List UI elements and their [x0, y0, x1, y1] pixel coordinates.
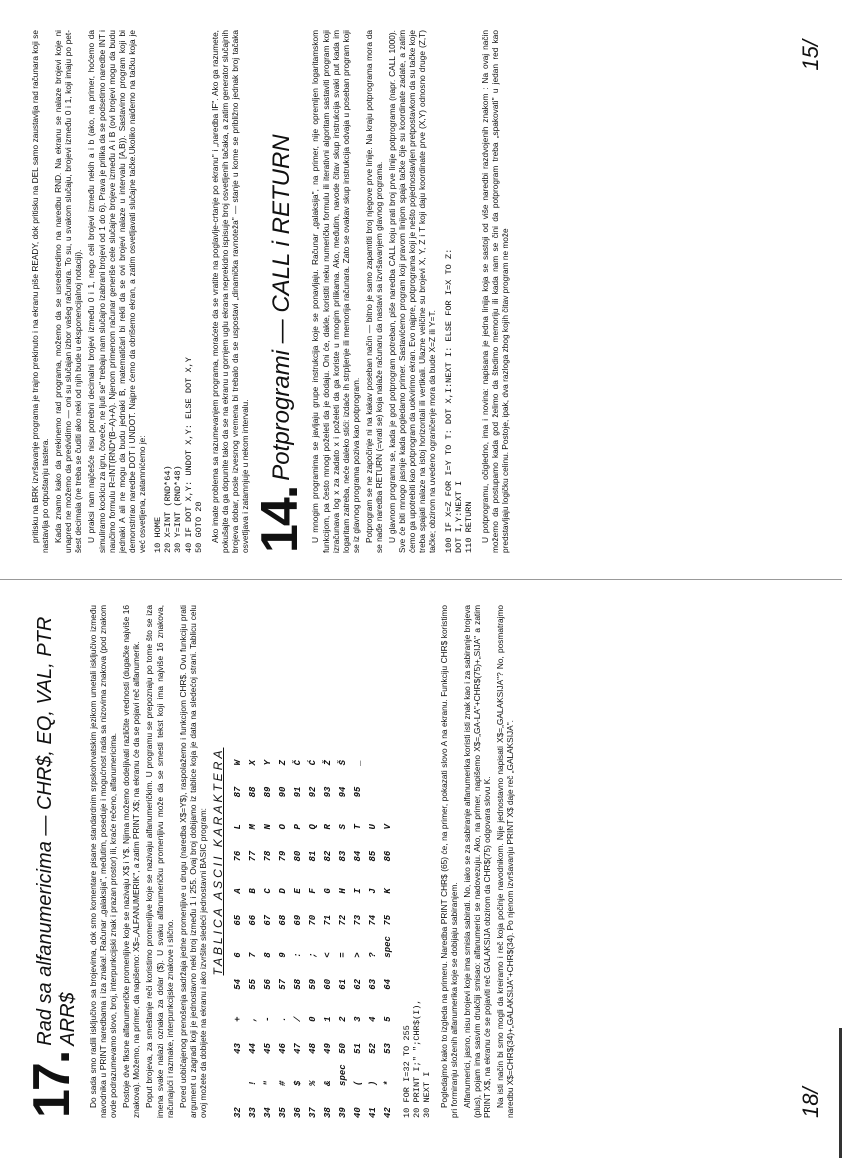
ascii-code: 47: [293, 1043, 304, 1054]
ascii-code: 65: [233, 914, 244, 926]
ascii-code: [381, 701, 396, 733]
ascii-char: ): [368, 1080, 379, 1086]
ascii-code: [246, 637, 261, 669]
ascii-table-row: [306, 605, 321, 1118]
ascii-code: 33: [248, 1107, 259, 1118]
ascii-code: 80: [293, 850, 304, 862]
ascii-char: M: [248, 824, 259, 830]
ascii-code: 79: [278, 850, 289, 862]
code-line: 20 PRINT I;" ";CHR$(I),: [412, 999, 423, 1118]
paragraph: pritisku na BRK izvršavanje programa je trajno prekinuto i na ekranu piše READY, dok pritisku na DEL samo zaustavlja rad računara koji se nastavlja po otpuštanju tastera.: [30, 30, 51, 553]
ascii-code: 85: [368, 850, 379, 862]
chapter-heading: [251, 30, 310, 553]
code-line: 20 X=INT (RND*64): [163, 465, 174, 553]
ascii-code: 78: [263, 850, 274, 862]
ascii-code: 68: [278, 914, 289, 926]
ascii-code: 61: [338, 978, 349, 990]
paragraph: Do sada smo radili isključivo sa brojevima, dok smo komentare pisane standardnim srpskohrvatskim jezikom umetali isključivo između navodnika u PRINT naredbama i iza znaka!. Računar „galaksija", međutim, poseduje i mogućnost rada sa nizovima znakova (pod znakom ovde podrazumevamo slovo, broj, interpunkcijski znak i prazan prostor) ili, kraće rečeno, alfanumericima.: [88, 605, 119, 1118]
ascii-char: $: [293, 1080, 304, 1086]
ascii-char: Č: [293, 759, 304, 766]
ascii-char: 5: [383, 1016, 394, 1022]
paragraph: Kada znamo kako da prekinemo rad programa, možemo da se usredsredimo na naredbu RND. Na ekranu se nalaze brojevi koje ni unapred ne možemo da predvidimo — oni su slučajan izbor vašeg računara. To su, u svakom slučaju, brojevi između 0 i 1, koji imaju po pet-šest decimala (ne treba se čuditi ako neki od njih bude u eksponencijalnoj notaciji).: [53, 30, 84, 553]
ascii-code: 87: [233, 786, 244, 798]
ascii-char: spec: [338, 1064, 349, 1086]
ascii-code: [231, 637, 246, 669]
ascii-table-row: [291, 605, 306, 1118]
ascii-table-row: [381, 605, 396, 1118]
ascii-code: 76: [233, 850, 244, 862]
ascii-char: ,: [248, 1016, 259, 1022]
ascii-code: [276, 637, 291, 669]
ascii-code: 55: [248, 978, 259, 990]
ascii-char: [306, 605, 321, 637]
ascii-code: 77: [248, 850, 259, 862]
ascii-char: 9: [278, 952, 289, 958]
ascii-char: V: [383, 824, 394, 830]
ascii-char: [321, 605, 336, 637]
ascii-code: 88: [248, 786, 259, 798]
ascii-code: 35: [278, 1107, 289, 1118]
ascii-code: 37: [308, 1107, 319, 1118]
ascii-char: [261, 669, 276, 701]
ascii-char: R: [323, 824, 334, 830]
ascii-code: [306, 701, 321, 733]
paragraph: Postoje dve fiksne alfanumeričke promenljive koje se nazivaju X$ i Y$. Njima možemo dodeljivati različite vrednosti (dugačke najviše 16 znakova). Možemo, na primer, da napišemo: X$=„ALFANUMERIK", a zatim PRINT X$; na ekranu će da se pojavi reč alfanumerik.: [121, 605, 142, 1118]
ascii-code: 83: [338, 850, 349, 862]
ascii-char: #: [278, 1080, 289, 1086]
ascii-char: D: [278, 888, 289, 894]
ascii-char: [246, 669, 261, 701]
ascii-code: 60: [323, 978, 334, 990]
ascii-char: (: [353, 1080, 364, 1086]
page-number: 15/: [798, 40, 823, 71]
ascii-char: Š: [338, 759, 349, 766]
ascii-char: O: [278, 824, 289, 830]
chapter-number: 17.: [23, 1051, 81, 1118]
ascii-char: G: [323, 888, 334, 894]
ascii-char: Q: [308, 824, 319, 830]
ascii-char: N: [263, 824, 274, 830]
ascii-char: !: [248, 1080, 259, 1086]
code-line: DOT I,Y:NEXT I: [453, 480, 464, 553]
ascii-char: *: [383, 1080, 394, 1086]
ascii-char: [321, 669, 336, 701]
ascii-char: -: [263, 1016, 274, 1022]
ascii-char: >: [353, 952, 364, 958]
ascii-char: [366, 669, 381, 701]
code-line: 10 FOR I=32 TO 255: [402, 1025, 413, 1118]
ascii-char: spec: [383, 936, 394, 958]
ascii-code: 71: [323, 914, 334, 926]
ascii-code: 46: [278, 1043, 289, 1054]
ascii-char: 0: [308, 1016, 319, 1022]
ascii-code: 51: [353, 1043, 364, 1054]
ascii-char: I: [353, 888, 364, 894]
ascii-char: /: [293, 1016, 304, 1022]
ascii-code: [366, 701, 381, 733]
left-page: [0, 579, 842, 1158]
ascii-char: Z: [278, 759, 289, 766]
ascii-table-row: [276, 605, 291, 1118]
ascii-char: [366, 733, 381, 765]
ascii-code: 39: [338, 1107, 349, 1118]
ascii-code: [291, 701, 306, 733]
ascii-char: 4: [368, 1016, 379, 1022]
code-line: 100 IF X=Z FOR I=Y TO T: DOT X,I:NEXT I: ELSE FOR I=X TO Z:: [443, 248, 454, 553]
ascii-code: 36: [293, 1107, 304, 1118]
chapter-number: 14.: [251, 486, 310, 553]
chapter-title: Rad sa alfanumericima — CHR$, EQ, VAL, PTR ARR$: [34, 616, 79, 1046]
ascii-char: U: [368, 824, 379, 830]
ascii-code: 49: [323, 1043, 334, 1054]
ascii-table-row: [246, 605, 261, 1118]
ascii-code: 95: [353, 786, 364, 798]
paragraph: Ako imate problema sa razumevanjem programa, moraćete da se vratite na poglavlje-crtanje po ekranu" i „naredba IF". Ako ga razumete, pokušajte da ga dopunite tako da se na ekranu u gornjem uglu ekrana neprekidno ispisuje broj osvetljenih tačaka, a zatim generator slučajnih brojeva dobar, posle izvesnog vremena bi trebalo da se uspostavi „dinamička ravnoteža" — stanje u kome se približno jednak broj tačaka osvetljava i zatamnjuje u nekom intervalu.: [210, 30, 251, 553]
chapter-heading: [23, 605, 81, 1118]
ascii-code: 73: [353, 914, 364, 926]
ascii-code: 67: [263, 914, 274, 926]
paragraph: Na isti način bi smo mogli da kreiramo i reč koja počinje navodnikom. Nije jednostavno napisati X$=„GALAKSIJA"? No, posmatrajmo naredbu X$=CHR$(34)+„GALAKSIJA"+CHR$(34). Po njenom izvršavanju PRINT X$ daje reč „GALAKSIJA".: [495, 605, 516, 1118]
ascii-code: [381, 765, 396, 797]
code-line: 30 NEXT I: [422, 1071, 433, 1118]
ascii-char: 7: [248, 952, 259, 958]
ascii-char: %: [308, 1080, 319, 1086]
ascii-char: ?: [368, 952, 379, 958]
code-line: 50 GOTO 20: [193, 501, 204, 553]
paragraph: U potprogramu, očigledno, ima i novina: napisana je jedna linija koja se sastoji od više naredbi razdvojenih znakom : Na ovaj način možemo da postupamo kada god želimo da štedimo memoriju ili kada nam se čini da potprogram treba „spakovati" u jedan red kao predstavljaju logičku celinu. Postoje, ipak, dva razloga zbog kojih čitav program ne može: [480, 30, 511, 553]
ascii-char: C: [263, 888, 274, 894]
paragraph: Alfanumerici, jasno, nisu brojevi koje ima smisla sabirati. No, iako se za sabiranje alfanumerika koristi isti znak kao i za sabiranje brojeva (plus), pojam ima sasvim drukčiji smisao: alfanumerici se nadovezuju. Ako, na primer, napišemo X$=„GA-LA"+CHR$(75)+„SIJA" a zatim PRINT X$, na ekranu će se pojaviti reč GALAKSIJA obzirom da CHR$(75) odgovara slovu K.: [461, 605, 493, 1118]
ascii-char: [276, 669, 291, 701]
ascii-char: X: [248, 759, 259, 766]
ascii-char: [291, 605, 306, 637]
ascii-code: 91: [293, 786, 304, 798]
ascii-char: H: [338, 888, 349, 894]
ascii-code: [366, 637, 381, 669]
ascii-char: [231, 605, 246, 637]
ascii-code: 34: [263, 1107, 274, 1118]
ascii-char: [351, 605, 366, 637]
ascii-code: [261, 701, 276, 733]
paragraph: U glavnom programu se, kada je god potprogram potreban, piše naredba CALL koju prati broj prve linije potprograma (napr. CALL 1000). Sve će biti mnogo jasnije kada pogledamo primer. Sastavićemo program koji pravom linijom spaja tačke čije su koordinate zadate, a zatim ćemo ga upotrebiti kao potprogram da uokvirimo ekran. Evo najpre, potprograma koji je nešto pojednostavljen pretpostavkom da su tačke koje treba spajati nalaze na istoj horizontali ili vertikali. Ulazne veličine su brojevi X, Y, Z i T koji daju koordinate prve (X,Y) odnosno druge (Z,T) tačke; obzirom na uvedeno ograničenje mora da bude X=Z ili Y=T.: [387, 30, 438, 553]
ascii-code: [291, 637, 306, 669]
ascii-char: [261, 605, 276, 637]
paragraph: Pogledajmo kako to izgleda na primeru. Naredba PRINT CHR$ (65) će, na primer, pokazati slovo A na ekranu. Funkciju CHR$ koristimo pri formiranju složenih alfanumerika koje se dobijaju sabiranjem.: [438, 605, 459, 1118]
ascii-char: 1: [323, 1016, 334, 1022]
ascii-code: 64: [383, 978, 394, 990]
ascii-char: [291, 669, 306, 701]
ascii-table-title: TABLICA ASCII KARAKTERA: [211, 747, 226, 976]
paragraph: Poput brojeva, za smeštanje reči koristimo promenljive koje se nazivaju alfanumeričkim. U programu se prepoznaju po tome što se iza imena svake nalazi oznaka za dolar ($). U svaku alfanumeričku promenljivu može da se smesti tekst koji ima najviše 16 znakova, računajući i razmake, interpunkcijske znakove i slično.: [144, 605, 175, 1118]
ascii-code: 59: [308, 978, 319, 990]
ascii-char: Ć: [308, 759, 319, 766]
ascii-code: 52: [368, 1043, 379, 1054]
ascii-char: F: [308, 888, 319, 894]
ascii-code: 40: [353, 1107, 364, 1118]
ascii-code: [321, 701, 336, 733]
ascii-char: A: [233, 888, 244, 894]
code-listing: [444, 30, 475, 553]
ascii-char: ;: [308, 952, 319, 958]
ascii-char: <: [323, 952, 334, 958]
ascii-code: [381, 637, 396, 669]
ascii-char: P: [293, 824, 304, 830]
ascii-char: 8: [263, 952, 274, 958]
ascii-char: Y: [263, 759, 274, 766]
ascii-char: [306, 669, 321, 701]
paragraph: U praksi nam najčešće nisu potrebni decimalni brojevi između 0 i 1, nego celi brojevi između nekih a i b (ako, na primer, hoćemo da simuliramo kockicu za igru, čoveče, ne ljuti se" trebaju nam slučajno izabrani brojevi od 1 do 6). Prava je prilika da se podsetimo naredbe INT i naučimo formulu R=INT(RND*(B−A)+A). Njenom primenom računar generiše cele slučajne brojeve između A i B (ovi brojevi mogu da budu jednaki A ali ne mogu da budu jednaki B, matematičari bi rekli da se ovi brojevi nalaze u intervalu [A,B)). Sastavimo program koji bi demonstrirao naredbe DOT i UNDOT. Najpre ćemo da obrišemo ekran, a zatim osvetljavati slučajne tačke.Ukoliko naiđemo na tačku koja je već osvetljena, zatamnićemo je:: [86, 30, 147, 553]
ascii-char: +: [233, 1016, 244, 1022]
ascii-code: 81: [308, 850, 319, 862]
ascii-code: 48: [308, 1043, 319, 1054]
ascii-code: 57: [278, 978, 289, 990]
ascii-char: J: [368, 888, 379, 894]
ascii-code: 72: [338, 914, 349, 926]
code-line: 110 RETURN: [463, 501, 474, 553]
ascii-code: [246, 701, 261, 733]
ascii-char: ": [263, 1080, 274, 1086]
ascii-code: 86: [383, 850, 394, 862]
ascii-code: 44: [248, 1043, 259, 1054]
ascii-code: 75: [383, 914, 394, 926]
paragraph: Pored uobičajenog prenošenja sadržaja jedne promenljive u drugu (naredba X$=Y$), raspolažemo i funkcijom CHR$. Ovu funkciju prati argument u zagradi koji je jednostavno neki broj između 1 i 255. Ovaj broj dobijamo iz tablice koja je data na sledećoj strani. Tablicu celu ovoj možete da dobijete na ekranu i ako izvršite sledeći jednostavni BASIC program:: [177, 605, 208, 1118]
code-line: 10 HOME: [153, 516, 164, 553]
ascii-table-row: [321, 605, 336, 1118]
page-gutter: [0, 579, 842, 580]
ascii-code: 94: [338, 786, 349, 798]
ascii-char: &: [323, 1080, 334, 1086]
ascii-table-row: [351, 605, 366, 1118]
ascii-char: T: [353, 824, 364, 830]
ascii-code: 92: [308, 786, 319, 798]
ascii-char: [231, 669, 246, 701]
code-listing: [153, 30, 204, 553]
ascii-char: K: [383, 888, 394, 894]
ascii-char: Ž: [323, 759, 334, 766]
ascii-code: [261, 637, 276, 669]
ascii-char: [366, 605, 381, 637]
ascii-table: [231, 605, 396, 1118]
ascii-code: 41: [368, 1107, 379, 1118]
code-line: 30 Y=INT (RND*48): [173, 465, 184, 553]
ascii-code: [336, 701, 351, 733]
ascii-code: 74: [368, 914, 379, 926]
ascii-code: [231, 701, 246, 733]
ascii-char: W: [233, 759, 244, 766]
code-line: 40 IF DOT X,Y: UNDOT X,Y: ELSE DOT X,Y: [183, 357, 194, 553]
ascii-code: [276, 701, 291, 733]
ascii-code: 90: [278, 786, 289, 798]
ascii-char: B: [248, 888, 259, 894]
ascii-char: [231, 1054, 246, 1086]
ascii-char: [276, 605, 291, 637]
ascii-char: :: [293, 952, 304, 958]
code-listing: [402, 605, 433, 1118]
ascii-char: [246, 605, 261, 637]
ascii-code: 53: [383, 1043, 394, 1054]
ascii-code: 50: [338, 1043, 349, 1054]
ascii-code: 58: [293, 978, 304, 990]
ascii-code: 63: [368, 978, 379, 990]
ascii-table-row: [336, 605, 351, 1118]
ascii-code: 89: [263, 786, 274, 798]
ascii-char: [351, 669, 366, 701]
ascii-code: 93: [323, 786, 334, 798]
ascii-code: 66: [248, 914, 259, 926]
ascii-table-row: [231, 605, 246, 1118]
ascii-code: 32: [233, 1107, 244, 1118]
ascii-code: 62: [353, 978, 364, 990]
page-number: 18/: [798, 1087, 823, 1118]
ascii-char: S: [338, 824, 349, 830]
ascii-code: 82: [323, 850, 334, 862]
ascii-char: .: [278, 1016, 289, 1022]
ascii-code: [321, 637, 336, 669]
ascii-code: 42: [383, 1107, 394, 1118]
paragraph: Potprogram se ne započinje ni na kakav poseban način — bitno je samo zapamtiti broj njegove prve linije. Na kraju potprograma mora da se nađe naredba RETURN (=vrati se) koja nalaže računaru da nastavi sa izvršavanjem glavnog programa.: [363, 30, 384, 553]
ascii-code: [351, 637, 366, 669]
ascii-table-row: [366, 605, 381, 1118]
ascii-code: 70: [308, 914, 319, 926]
ascii-code: 69: [293, 914, 304, 926]
ascii-char: 3: [353, 1016, 364, 1022]
ascii-code: [336, 637, 351, 669]
ascii-code: [351, 701, 366, 733]
ascii-char: [381, 733, 396, 765]
ascii-code: 38: [323, 1107, 334, 1118]
ascii-char: _: [353, 759, 364, 766]
ascii-code: [366, 765, 381, 797]
ascii-char: [381, 669, 396, 701]
ascii-char: L: [233, 824, 244, 830]
ascii-char: [336, 669, 351, 701]
ascii-char: E: [293, 888, 304, 894]
ascii-code: 54: [233, 978, 244, 990]
paragraph: U mnogim programima se javljaju grupe instrukcija koje se ponavljaju. Računar „galaksija", na primer, nije opremljen logaritamskom funkcijom, pa često mnogi poželeti da je dodaju. Oni će, dakle, koristiti neku numeričku formulu ili iterativni algoritam sastaviti program koji izračunava log x za zadato x i poželeti da ga koriste u mnogim prilikama. Ako, međutim, navode čitav skup instrukcija svaki put kada im logaritam zatreba, neće daleko stići: izdaće ih strpljenje ili memorija računara. Zato se ovakav skup instrukcija odvaja u poseban program koji se iz glavnog programa poziva kao potprogram.: [310, 30, 361, 553]
chapter-title: Potprogrami — CALL i RETURN: [268, 134, 296, 481]
ascii-code: 43: [233, 1043, 244, 1054]
ascii-char: =: [338, 952, 349, 958]
ascii-code: 45: [263, 1043, 274, 1054]
ascii-char: 6: [233, 952, 244, 958]
ascii-code: [306, 637, 321, 669]
ascii-char: [381, 605, 396, 637]
ascii-code: 84: [353, 850, 364, 862]
ascii-table-row: [261, 605, 276, 1118]
ascii-char: 2: [338, 1016, 349, 1022]
ascii-char: [336, 605, 351, 637]
ascii-code: 56: [263, 978, 274, 990]
